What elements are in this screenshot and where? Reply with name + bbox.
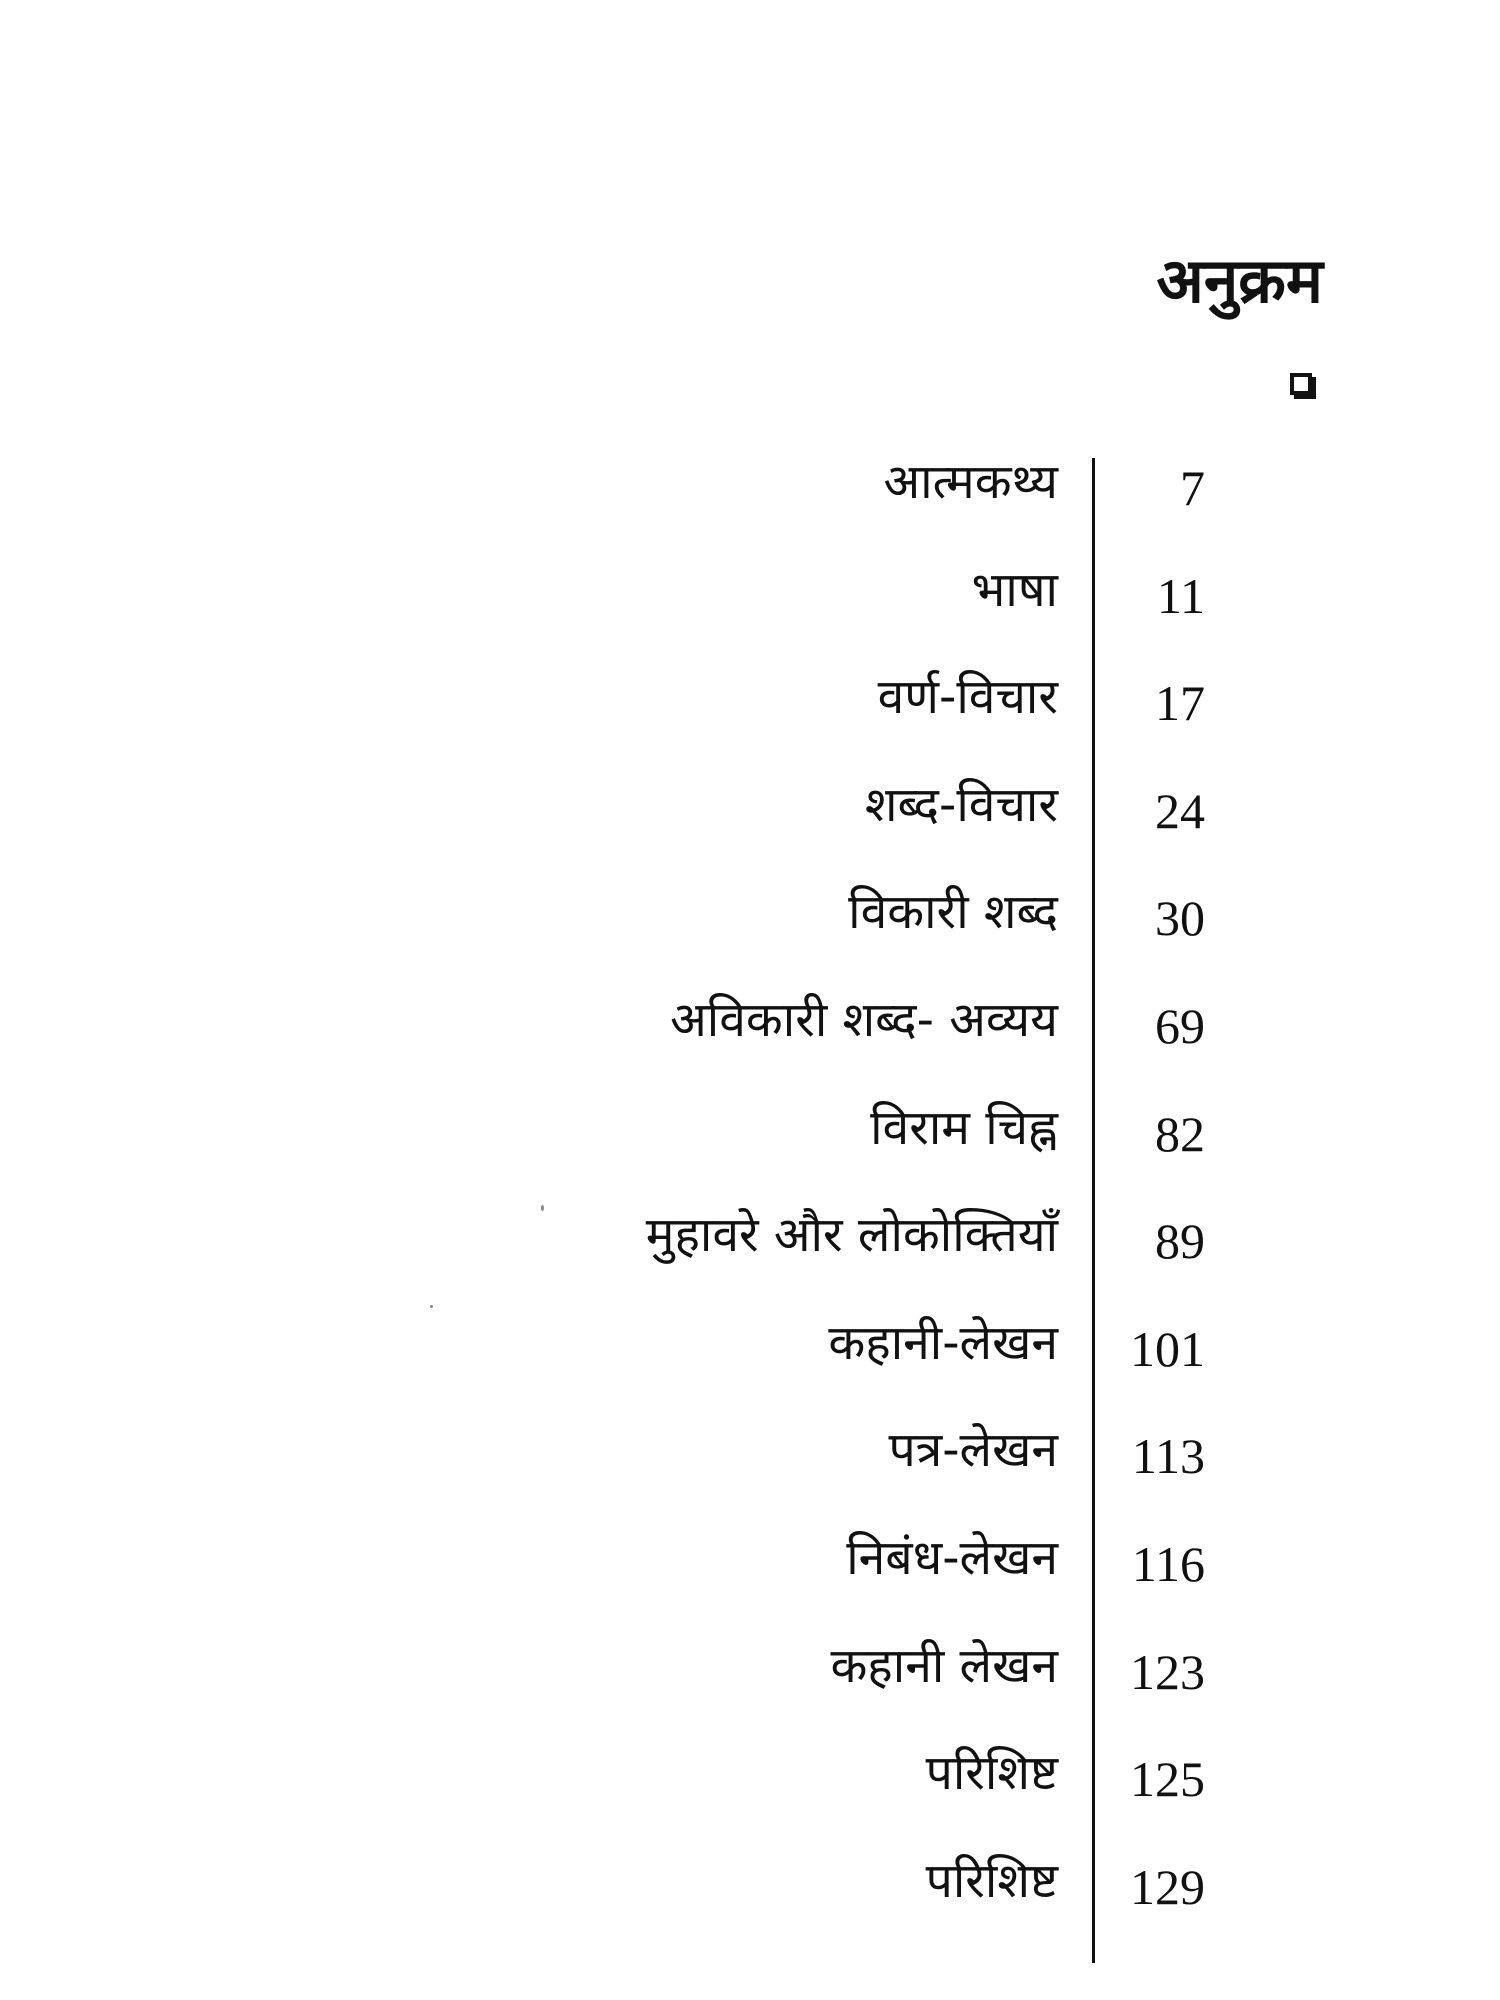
toc-entry-label: विकारी शब्द bbox=[848, 884, 1058, 941]
toc-entry-label: परिशिष्ट bbox=[925, 1852, 1058, 1909]
toc-entry-page: 69 bbox=[1155, 997, 1205, 1054]
toc-entry bbox=[0, 1416, 1500, 1524]
toc-entry-page: 17 bbox=[1155, 675, 1205, 732]
toc-entry-page: 89 bbox=[1155, 1213, 1205, 1270]
toc-entry bbox=[0, 771, 1500, 879]
toc-entry bbox=[0, 1524, 1500, 1632]
toc-entry-label: विराम चिह्न bbox=[870, 1099, 1058, 1156]
toc-entry-label: शब्द-विचार bbox=[864, 776, 1058, 833]
toc-entry-page: 11 bbox=[1156, 567, 1205, 624]
toc-entry-label: अविकारी शब्द- अव्यय bbox=[670, 991, 1058, 1048]
toc-entry-label: भाषा bbox=[971, 561, 1058, 618]
scan-speck bbox=[430, 1305, 433, 1308]
toc-entry-page: 24 bbox=[1155, 782, 1205, 839]
toc-entry-label: कहानी-लेखन bbox=[828, 1314, 1058, 1371]
toc-entry bbox=[0, 1094, 1500, 1202]
toc-entry-page: 125 bbox=[1130, 1751, 1205, 1808]
toc-entry-label: वर्ण-विचार bbox=[877, 669, 1058, 726]
toc-entry-label: कहानी लेखन bbox=[830, 1637, 1058, 1694]
toc-entry-page: 129 bbox=[1130, 1858, 1205, 1915]
toc-entry-label: परिशिष्ट bbox=[925, 1745, 1058, 1802]
checkbox-square-icon bbox=[1290, 373, 1312, 395]
toc-entry-label: पत्र-लेखन bbox=[888, 1422, 1058, 1479]
toc-entry bbox=[0, 448, 1500, 556]
toc-entry-page: 123 bbox=[1130, 1643, 1205, 1700]
toc-entry bbox=[0, 1201, 1500, 1309]
toc-entry-page: 116 bbox=[1131, 1535, 1205, 1592]
toc-entry-label: मुहावरे और लोकोक्तियाँ bbox=[645, 1207, 1058, 1264]
scan-speck bbox=[541, 1205, 544, 1211]
toc-entry bbox=[0, 986, 1500, 1094]
toc-entry bbox=[0, 1847, 1500, 1955]
toc-entry-page: 30 bbox=[1155, 890, 1205, 947]
toc-entry-page: 82 bbox=[1155, 1105, 1205, 1162]
toc-entry-label: आत्मकथ्य bbox=[883, 454, 1058, 510]
toc-entry bbox=[0, 878, 1500, 986]
toc-entry bbox=[0, 1739, 1500, 1847]
toc-entry-page: 7 bbox=[1180, 460, 1205, 516]
toc-entry bbox=[0, 663, 1500, 771]
page-title: अनुक्रम bbox=[1156, 244, 1323, 317]
toc-entry bbox=[0, 556, 1500, 664]
toc-entry bbox=[0, 1632, 1500, 1740]
toc-entry-label: निबंध-लेखन bbox=[846, 1529, 1058, 1586]
toc-entry bbox=[0, 1309, 1500, 1417]
toc-entry-page: 101 bbox=[1130, 1320, 1205, 1377]
toc-entry-page: 113 bbox=[1131, 1428, 1205, 1485]
toc-list bbox=[0, 448, 1500, 1954]
